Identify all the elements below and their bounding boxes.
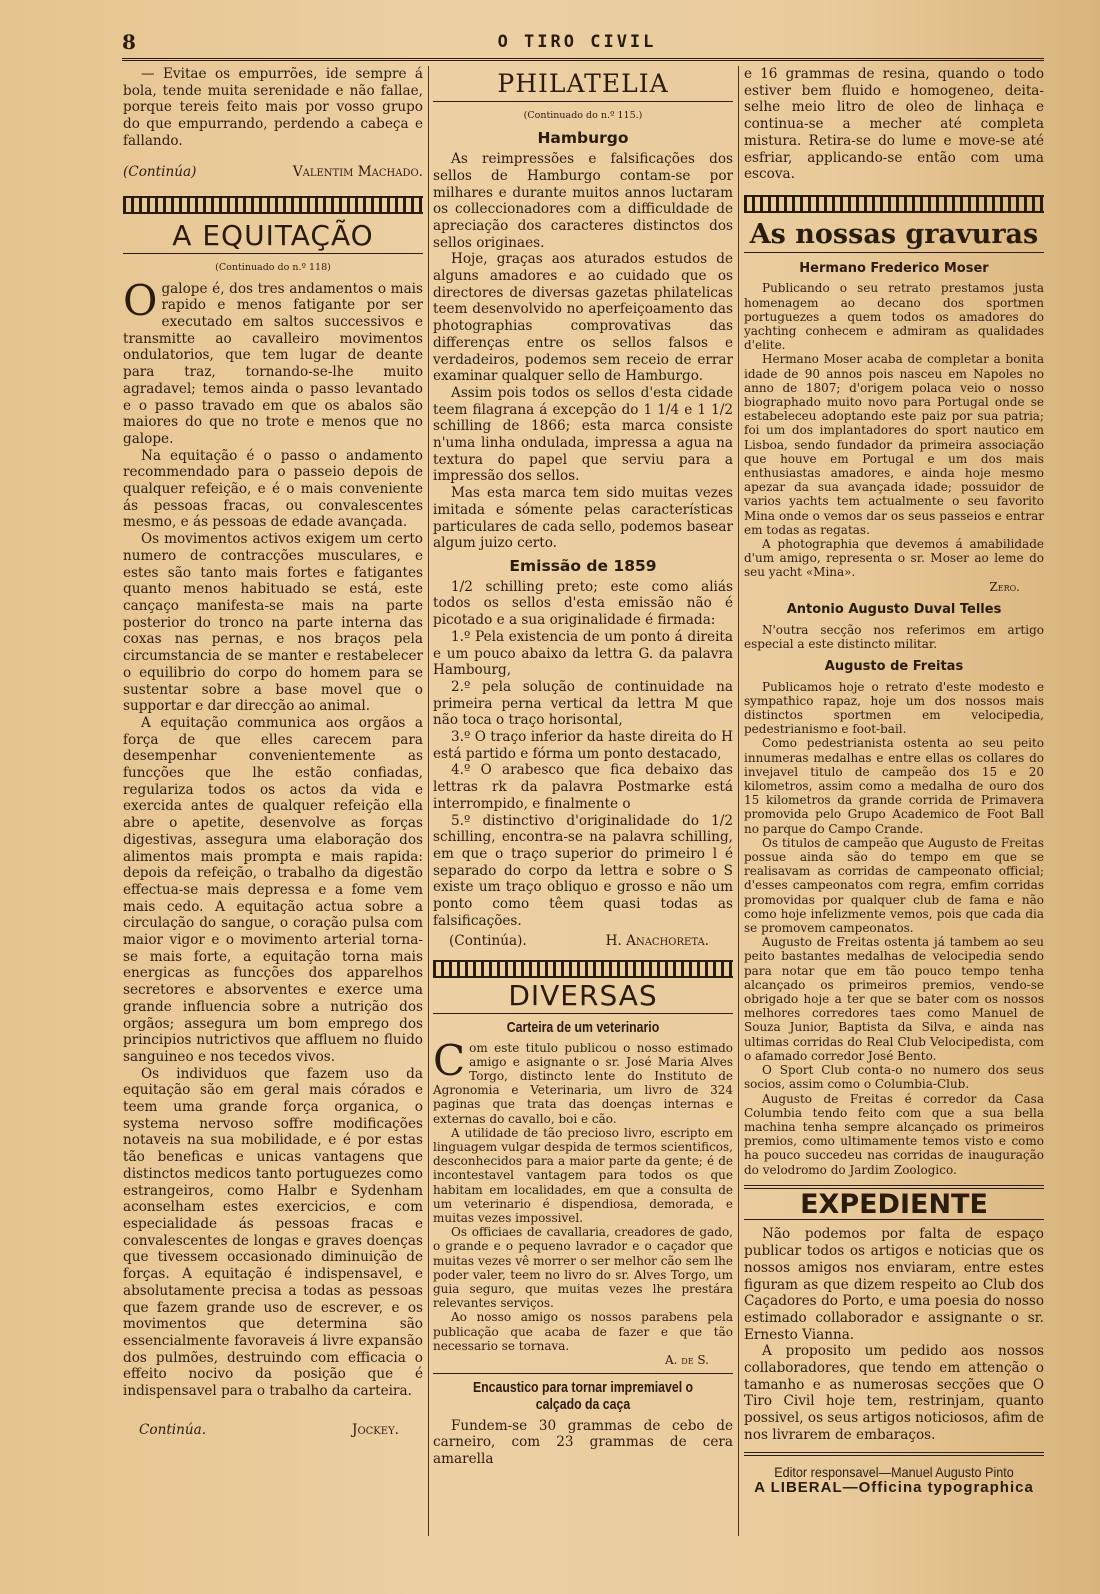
section-heading: Hermano Frederico Moser	[799, 260, 989, 276]
paragraph: Os titulos de campeão que Augusto de Freitas possue ainda são do tempo em que se realisavam as corridas de campeonato official; d'esses campeonatos com regra, emfim corridas promovidas por qualquer club de fama e não como hoje infelizmente vemos, pois que cada dia se promovem campeonatos.	[744, 835, 1044, 936]
paragraph: Augusto de Freitas é corredor da Casa Columbia tendo feito com que a sua bella machina tenha sempre alcançado os primeiros premios, como ultimamente temos visto e como ha pouco succedeu nas corridas de inauguração do velodromo do Jardim Zoologico.	[744, 1091, 1044, 1177]
footer-rule	[744, 1452, 1044, 1456]
paragraph: Os individuos que fazem uso da equitação são em geral mais córados e teem uma grande força organica, o systema nervoso soffre modificações notaveis na sua mobilidade, e é por estas tão beneficas e unicas vantagens que distinctos medicos tanto portuguezes como estrangeiros, como Halbr e Sydenham aconselham estes exercicios, e com especialidade ás pessoas fracas e convalescentes de longas e graves doenças que tivessem occasionado diminuição de forças. A equitação é indispensavel, e absolutamente precisa a todas as pessoas que fazem grande uso de escrever, e os movimentos que determina são essencialmente favoraveis á livre expansão dos pulmões, destruindo com efficacia o effeito nocivo da posição que é indispensavel para o trabalho da carteira.	[123, 1065, 423, 1400]
paragraph: Os officiaes de cavallaria, creadores de gado, o grande e o pequeno lavrador e o caçador que muitas vezes vê morrer o ser melhor cão sem lhe poder valer, teem no livro do sr. Alves Torgo, um guia seguro, que muitas vezes lhe prestára relevantes serviços.	[433, 1225, 733, 1311]
continuation-note: (Continuado do n.º 115.)	[523, 109, 643, 121]
section-heading: Hamburgo	[537, 129, 629, 148]
paragraph: As reimpressões e falsificações dos sellos de Hamburgo contam-se por milhares e durante muitos annos luctaram os colleccionadores com a difficuldade de apreciação dos caracteres distinctos dos sellos originaes.	[433, 151, 733, 251]
paragraph: 1/2 schilling preto; este como aliás todos os sellos d'esta emissão não é picotado e a sua originalidade é firmada:	[433, 578, 733, 629]
list-item: 2.º pela solução de continuidade na primeira perna vertical da lettra M que não toca o traço horisontal,	[433, 678, 733, 729]
paragraph: Augusto de Freitas ostenta já tambem ao seu peito bastantes medalhas de velocipedia sendo para notar que em tão pouco tempo tenha alcançado os primeiros premios, vendo-se obrigado hoje a ter que se bater com os nossos melhores corredores taes como Manuel de Souza Junior, Baptista da Silva, e ainda nas ultimas corridas do Real Club Velocipedista, com o afamado corredor José Bento.	[744, 935, 1044, 1063]
section-heading: Augusto de Freitas	[824, 658, 964, 674]
column-1	[123, 66, 423, 1438]
author-signature: Valentim Machado.	[292, 163, 423, 180]
continua-note: (Continúa)	[123, 163, 197, 180]
page-number: 8	[122, 30, 136, 54]
paragraph: N'outra secção nos referimos em artigo especial a este distincto militar.	[744, 622, 1044, 651]
column-3	[744, 66, 1044, 1497]
continua-note: (Continúa).	[449, 933, 527, 950]
paragraph: Ao nosso amigo os nossos parabens pela publicação que acaba de fazer e que tão necessario se tornava.	[433, 1310, 733, 1353]
paragraph: om este titulo publicou o nosso estimado amigo e asignante o sr. José Maria Alves Torgo, distincto lente do Instituto de Agronomia e Veterinaria, um livro de 324 paginas que trata das doenças internas e externas do cavallo, boi e cão.	[433, 1040, 733, 1126]
article-title: DIVERSAS	[508, 979, 658, 1013]
paragraph: A proposito um pedido aos nossos collaboradores, que tendo em attenção o tamanho e as numerosas secções que O Tiro Civil hoje tem, restrinjam, quanto possivel, os seus artigos noticiosos, afim de nos livrarem de embaraços.	[744, 1343, 1044, 1443]
editor-line: Editor responsavel—Manuel Augusto Pinto	[774, 1463, 1014, 1480]
paragraph: Publicamos hoje o retrato d'este modesto e sympathico rapaz, hoje um dos nossos mais distinctos sportmen em velocipedia, pedestrianismo e foot-bail.	[744, 679, 1044, 737]
paragraph: A photographia que devemos á amabilidade d'um amigo, representa o sr. Moser ao leme do seu yacht «Mina».	[744, 536, 1044, 580]
paragraph: Como pedestrianista ostenta ao seu peito innumeras medalhas e entre ellas os collares do invejavel titulo de campeão dos 15 e 20 kilometros, assim como a medalha de ouro dos 15 kilometros da grande corrida de Primavera promovida pelo Grupo Academico de Foot Ball no parque do Campo Crande.	[744, 736, 1044, 836]
column-divider	[738, 66, 739, 1536]
author-signature: H. Anachoreta.	[605, 933, 709, 950]
page-header	[122, 30, 1032, 52]
drop-cap: O	[123, 275, 158, 325]
paragraph: Mas esta marca tem sido muitas vezes imitada e sómente pelas características particulares de cada sello, podemos basear algum juizo certo.	[433, 485, 733, 552]
drop-cap: C	[433, 1035, 466, 1085]
ornament-divider	[123, 196, 423, 214]
paragraph: A equitação communica aos orgãos a força de que elles carecem para desempenhar convenientemente as funcções que lhe estão confiadas, regulariza todos os actos da vida e exercida antes de qualquer refeição ella abre o apetite, desenvolve as forças digestivas, assegura uma elaboração dos alimentos mais prompta e mais rapida: depois da refeição, o trabalho da digestão effectua-se mais depressa e a fome vem mais cedo. A equitação actua sobre a circulação do sangue, o coração pulsa com maior vigor e o movimento arterial torna-se mais forte, a equitação torna mais energicas as funcções dos apparelhos secretores e absorventes e exerce uma grande influencia sobre a nutrição dos orgãos; assegura um bom emprego dos principios nutrictivos que affluem no fluido sanguineo e nos tecedos vivos.	[123, 714, 423, 1065]
paragraph: O Sport Club conta-o no numero dos seus socios, assim como o Columbia-Club.	[744, 1063, 1044, 1092]
title-rule	[744, 252, 1044, 253]
paragraph: Fundem-se 30 grammas de cebo de carneiro, com 23 grammas de cera amarella	[433, 1417, 733, 1468]
section-heading: Antonio Augusto Duval Telles	[786, 601, 1002, 617]
section-heading: Encaustico para tornar impremiavel o calçado da caça	[472, 1379, 694, 1413]
section-rule	[433, 1373, 733, 1374]
column-divider	[428, 66, 429, 1536]
section-heading: Emissão de 1859	[509, 556, 657, 575]
list-item: 1.º Pela existencia de um ponto á direita e um pouco abaixo da lettra G. da palavra Hambourg,	[433, 628, 733, 679]
article-title: As nossas gravuras	[749, 218, 1039, 250]
article-title: PHILATELIA	[497, 69, 669, 98]
paragraph: galope é, dos tres andamentos o mais rapido e menos fatigante por ser executado em saltos successivos e transmitte ao cavalleiro movimentos ondulatorios, que tem lugar de deante para traz, tornando-se-lhe muito agradavel; temos ainda o passo levantado e o passo travado em que os abalos são maiores do que no trote e menos que no galope.	[123, 280, 423, 447]
paragraph: Não podemos por falta de espaço publicar todos os artigos e noticias que os nossos amigos nos enviaram, entre estes figuram as que dizem respeito ao Club dos Caçadores do Porto, e uma poesia do nosso estimado collaborador e assignante o sr. Ernesto Vianna.	[744, 1226, 1044, 1343]
printer-line: A LIBERAL—Officina typographica	[754, 1479, 1034, 1497]
paragraph: Na equitação é o passo o andamento recommendado para o passeio depois de qualquer refeição, e é o mais conveniente ás pessoas fracas, ou convalescentes mesmo, e ás pessoas de edade avançada.	[123, 447, 423, 531]
author-signature: Jockey.	[352, 1421, 399, 1438]
paragraph: — Evitae os empurrões, ide sempre á bola, tende muita serenidade e não fallae, porque tereis feito mais por vosso grupo do que empurrando, perdendo a cabeça e fallando.	[123, 66, 423, 149]
paragraph: A utilidade de tão precioso livro, escripto em linguagem vulgar despida de termos scientificos, desconhecidos para a maior parte da gente; é de incontestavel vantagem para todos os que habitam em localidades, em que a consulta de um veterinario é dispendiosa, demorada, e muitas vezes impossivel.	[433, 1125, 733, 1225]
continua-note: Continúa.	[139, 1421, 207, 1438]
ornament-divider	[433, 960, 733, 978]
list-item: 4.º O arabesco que fica debaixo das lettras rk da palavra Postmarke está interrompido, e finalmente o	[433, 762, 733, 812]
list-item: 5.º distinctivo d'originalidade do 1/2 schilling, encontra-se na palavra schilling, em que o traço superior do primeiro l é separado do corpo da lettra e sobre o S existe um traço obliquo e grosso e não um ponto como têem quasi todas as falsificações.	[433, 812, 733, 929]
section-heading: Carteira de um veterinario	[506, 1018, 660, 1036]
article-title: A EQUITAÇÃO	[172, 219, 374, 253]
paragraph: Publicando o seu retrato prestamos justa homenagem ao decano dos sportmen portuguezes a quem todos os amadores do yachting conhecem e admiram as qualidades d'elite.	[744, 281, 1044, 353]
paragraph: Assim pois todos os sellos d'esta cidade teem filagrana á excepção do 1 1/4 e 1 1/2 schilling de 1866; esta marca consiste n'uma linha ondulada, impressa a agua na textura do papel que serviu para a impressão dos sellos.	[433, 384, 733, 485]
title-rule	[123, 253, 423, 254]
continuation-note: (Continuado do n.º 118)	[215, 261, 331, 273]
author-signature: Zero.	[989, 579, 1020, 594]
author-signature: A. de S.	[665, 1353, 709, 1368]
list-item: 3.º O traço inferior da haste direita do H está partido e fórma um ponto destacado,	[433, 729, 733, 762]
paragraph: Hoje, graças aos aturados estudos de alguns amadores e ao cuidado que os directores de diversas gazetas philatelicas teem desenvolvido no aperfeiçoamento das photographias comprovativas das differenças entre os sellos falsos e verdadeiros, podemos sem receio de errar examinar qualquer sello de Hamburgo.	[433, 251, 733, 385]
paragraph: Os movimentos activos exigem um certo numero de contracções musculares, e estes são tanto mais fortes e fatigantes quanto menos habituado se está, este cançaço manifesta-se mais na parte posterior do tronco na parte interna das coxas nas pernas, e nos braços pela circumstancia de se manter e restabelecer o equilibrio do corpo do homem para se sustentar sobre a base movel que o supportar e dar direcção ao animal.	[123, 531, 423, 715]
article-title: EXPEDIENTE	[800, 1188, 988, 1220]
ornament-divider	[744, 195, 1044, 213]
publication-title: O TIRO CIVIL	[497, 32, 657, 52]
title-rule	[433, 1013, 733, 1014]
column-2	[433, 66, 733, 1468]
title-rule	[433, 101, 733, 102]
paragraph: e 16 grammas de resina, quando o todo estiver bem fluido e homogeneo, deita-selhe meio litro de oleo de linhaça e continua-se a mecher até completa mistura. Retira-se do lume e move-se até esfriar, applicando-se então com uma escova.	[744, 66, 1044, 183]
paragraph: Hermano Moser acaba de completar a bonita idade de 90 annos pois nasceu em Napoles no anno de 1807; d'origem polaca veio o nosso biographado muito novo para Portugal onde se estabeleceu adoptando este paiz por sua patria; foi um dos implantadores do sport nautico em Lisboa, sendo fundador da primeira associação que houve em Portugal e um dos mais enthusiastas amadores, e ainda hoje mesmo apezar da sua avançada idade; possuidor de varios yachts tem actualmente o seu favorito Mina onde o vemos dar os seus passeios e entrar em todas as regatas.	[744, 352, 1044, 537]
header-rule	[122, 58, 1044, 61]
